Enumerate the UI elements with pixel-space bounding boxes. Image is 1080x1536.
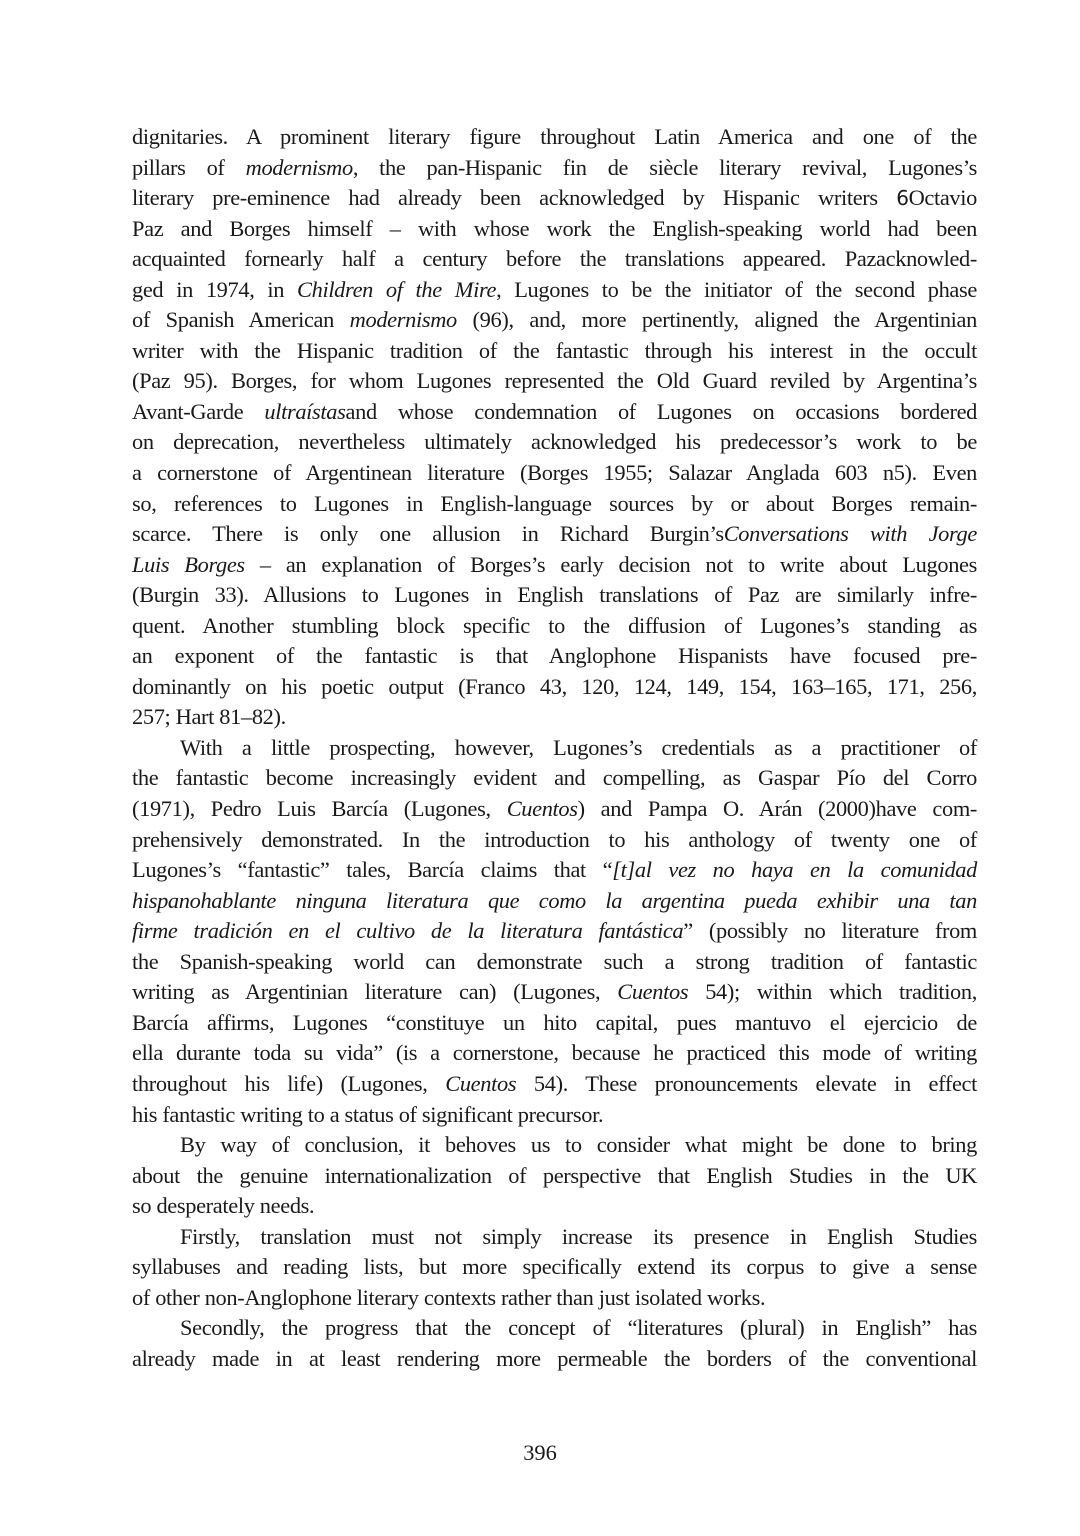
text-line: dominantly on his poetic output (Franco 43, 120, 124, 149, 154, 163–165, 171, 256,	[132, 673, 977, 699]
italic-text: Conversations with Jorge	[723, 521, 977, 547]
text-line: about the genuine internationalization of perspective that English Studies in the UK	[132, 1162, 977, 1188]
text-line: scarce. There is only one allusion in Richard Burgin’sConversations with Jorge	[132, 521, 977, 547]
text-line: Firstly, translation must not simply increase its presence in English Studies	[180, 1223, 977, 1249]
text-line: throughout his life) (Lugones, Cuentos 54). These pronouncements elevate in effect	[132, 1070, 977, 1096]
paragraph	[132, 1130, 977, 1222]
text-line: so, references to Lugones in English-language sources by or about Borges remain-	[132, 490, 977, 516]
italic-text: Cuentos	[445, 1070, 517, 1096]
italic-text: [t]al vez no haya en la comunidad	[612, 857, 977, 883]
body-text	[132, 122, 977, 1374]
italic-text: firme tradición en el cultivo de la literatura fantástica	[132, 918, 684, 944]
italic-text: Cuentos	[506, 796, 578, 822]
text-line: quent. Another stumbling block specific to the diffusion of Lugones’s standing as	[132, 612, 977, 638]
text-line: pillars of modernismo, the pan-Hispanic fin de siècle literary revival, Lugones’s	[132, 154, 977, 180]
text-line: writing as Argentinian literature can) (Lugones, Cuentos 54); within which tradition,	[132, 979, 977, 1005]
text-line: on deprecation, nevertheless ultimately acknowledged his predecessor’s work to be	[132, 429, 977, 455]
paragraph	[132, 122, 977, 733]
text-line: prehensively demonstrated. In the introduction to his anthology of twenty one of	[132, 826, 977, 852]
text-line: so desperately needs.	[132, 1193, 315, 1219]
text-line: firme tradición en el cultivo de la literatura fantástica” (possibly no literature from	[132, 918, 977, 944]
text-line: (1971), Pedro Luis Barcía (Lugones, Cuentos) and Pampa O. Arán (2000)have com-	[132, 796, 977, 822]
italic-text: Luis Borges	[132, 551, 245, 577]
text-line: 257; Hart 81–82).	[132, 704, 286, 730]
text-line: Avant-Garde ultraístasand whose condemnation of Lugones on occasions bordered	[132, 398, 978, 424]
text-line: literary pre-eminence had already been acknowledged by Hispanic writers 6Octavio	[132, 185, 977, 211]
text-line: Lugones’s “fantastic” tales, Barcía claims that “[t]al vez no haya en la comunidad	[132, 857, 977, 883]
text-line: the fantastic become increasingly evident and compelling, as Gaspar Pío del Corro	[132, 765, 977, 791]
text-line: Luis Borges – an explanation of Borges’s early decision not to write about Lugones	[132, 551, 977, 577]
text-line: Paz and Borges himself – with whose work the English-speaking world had been	[132, 215, 977, 241]
text-line: ged in 1974, in Children of the Mire, Lugones to be the initiator of the second phase	[132, 276, 977, 302]
paragraph	[132, 733, 977, 1130]
text-line: of other non-Anglophone literary contexts rather than just isolated works.	[132, 1284, 766, 1310]
text-line: dignitaries. A prominent literary figure throughout Latin America and one of the	[132, 124, 977, 149]
italic-text: modernismo	[349, 307, 457, 333]
text-line: Barcía affirms, Lugones “constituye un hito capital, pues mantuvo el ejercicio de	[132, 1009, 977, 1035]
italic-text: ultraístas	[264, 398, 346, 424]
page-number: 396	[523, 1440, 557, 1465]
text-line: (Burgin 33). Allusions to Lugones in English translations of Paz are similarly infre-	[132, 582, 977, 608]
text-line: already made in at least rendering more permeable the borders of the conventional	[132, 1345, 977, 1371]
italic-text: Children of the Mire	[297, 276, 497, 302]
text-line: a cornerstone of Argentinean literature (Borges 1955; Salazar Anglada 603 n5). Even	[132, 460, 977, 486]
text-line: syllabuses and reading lists, but more specifically extend its corpus to give a sense	[132, 1254, 977, 1280]
italic-text: hispanohablante ninguna literatura que como la argentina pueda exhibir una tan	[132, 887, 977, 913]
text-line: writer with the Hispanic tradition of the fantastic through his interest in the occult	[132, 337, 977, 363]
paragraph	[132, 1313, 977, 1374]
italic-text: modernismo	[245, 154, 353, 180]
text-line: his fantastic writing to a status of significant precursor.	[132, 1101, 604, 1127]
paragraph	[132, 1222, 977, 1314]
text-line: Secondly, the progress that the concept of “literatures (plural) in English” has	[180, 1315, 977, 1341]
stray-glyph: 6	[896, 186, 909, 211]
text-line: acquainted fornearly half a century before the translations appeared. Pazacknowled-	[132, 246, 977, 272]
text-line: (Paz 95). Borges, for whom Lugones represented the Old Guard reviled by Argentina’s	[132, 368, 977, 394]
text-line: ella durante toda su vida” (is a cornerstone, because he practiced this mode of writing	[132, 1040, 977, 1066]
text-line: With a little prospecting, however, Lugones’s credentials as a practitioner of	[180, 734, 977, 760]
italic-text: Cuentos	[617, 979, 689, 1005]
text-line: an exponent of the fantastic is that Anglophone Hispanists have focused pre-	[132, 643, 977, 669]
text-line: the Spanish-speaking world can demonstrate such a strong tradition of fantastic	[132, 948, 977, 974]
text-line	[132, 886, 977, 917]
text-line: of Spanish American modernismo (96), and, more pertinently, aligned the Argentinian	[132, 307, 977, 333]
text-line: By way of conclusion, it behoves us to consider what might be done to bring	[180, 1132, 977, 1158]
